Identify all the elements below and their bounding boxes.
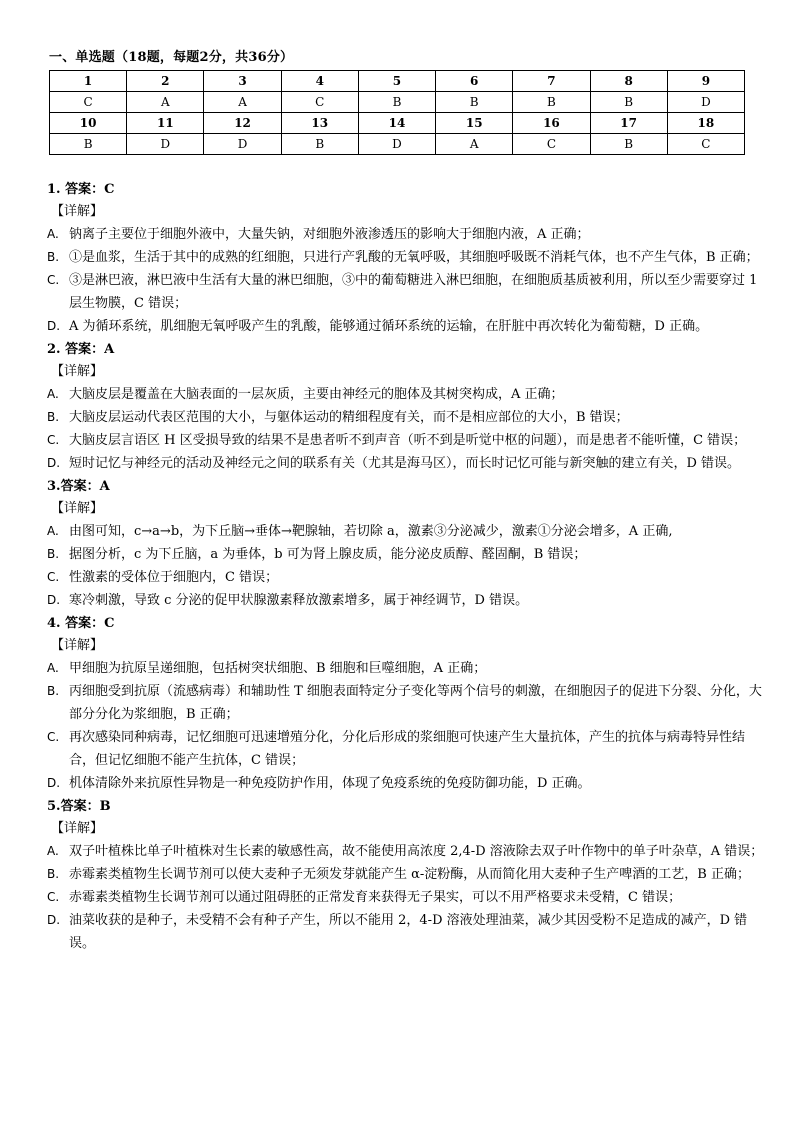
question-number-cell: 16 [513, 113, 590, 134]
option-text: 再次感染同种病毒，记忆细胞可迅速增殖分化，分化后形成的浆细胞可快速产生大量抗体，产生的抗体与病毒特异性结合，但记忆细胞不能产生抗体，C 错误； [69, 730, 746, 768]
explanation-option [47, 680, 769, 726]
answer-cell: B [436, 92, 513, 113]
question-answer-heading: 4. 答案：C [47, 616, 115, 631]
detail-label: 【详解】 [51, 501, 104, 516]
option-text: 据图分析，c 为下丘脑，a 为垂体，b 可为肾上腺皮质，能分泌皮质醇、醛固酮，B 错误； [69, 547, 587, 562]
question-number-cell: 11 [127, 113, 204, 134]
option-text: 油菜收获的是种子，未受精不会有种子产生，所以不能用 2，4-D 溶液处理油菜，减少其因受粉不足造成的减产，D 错误。 [69, 913, 748, 951]
detail-label: 【详解】 [51, 204, 104, 219]
option-text: 大脑皮层是覆盖在大脑表面的一层灰质，主要由神经元的胞体及其树突构成，A 正确； [69, 387, 564, 402]
option-letter: C. [47, 273, 60, 287]
option-letter: A. [47, 844, 59, 858]
explanation-option [47, 909, 769, 955]
answer-cell: B [281, 134, 358, 155]
option-text: 大脑皮层言语区 H 区受损导致的结果不是患者听不到声音（听不到是听觉中枢的问题），而是患者不能听懂，C 错误； [69, 433, 747, 448]
explanation-option [47, 772, 769, 795]
answer-cell: C [667, 134, 744, 155]
option-letter: A. [47, 661, 59, 675]
option-letter: B. [47, 867, 60, 881]
answer-cell: C [50, 92, 127, 113]
question-answer-heading: 1. 答案：C [47, 182, 115, 197]
option-letter: B. [47, 547, 60, 561]
explanation-option [47, 315, 769, 338]
answer-cell: B [50, 134, 127, 155]
answer-row [50, 92, 745, 113]
question-answer-heading: 3.答案：A [47, 479, 110, 494]
option-text: 寒冷刺激，导致 c 分泌的促甲状腺激素释放激素增多，属于神经调节，D 错误。 [69, 593, 529, 608]
answer-cell: B [513, 92, 590, 113]
question-answer-heading: 5.答案：B [47, 799, 111, 814]
question-number-cell: 5 [358, 71, 435, 92]
answer-cell: D [358, 134, 435, 155]
question-number-cell: 10 [50, 113, 127, 134]
explanation-option [47, 406, 769, 429]
option-text: 由图可知，c→a→b，为下丘脑→垂体→靶腺轴，若切除 a，激素③分泌减少，激素①分泌会增多，A 正确, [69, 524, 673, 539]
explanation-option [47, 543, 769, 566]
answer-cell: A [204, 92, 281, 113]
option-text: 大脑皮层运动代表区范围的大小，与躯体运动的精细程度有关，而不是相应部位的大小，B 错误； [69, 410, 629, 425]
option-letter: D. [47, 913, 61, 927]
detail-label: 【详解】 [51, 638, 104, 653]
option-text: 赤霉素类植物生长调节剂可以通过阻碍胚的正常发育来获得无子果实，可以不用严格要求未受精，C 错误； [69, 890, 682, 905]
answer-cell: D [204, 134, 281, 155]
answer-row [50, 134, 745, 155]
question-number-cell: 8 [590, 71, 667, 92]
answer-cell: B [590, 134, 667, 155]
answer-cell: C [281, 92, 358, 113]
explanation-option [47, 429, 769, 452]
explanation-option [47, 657, 769, 680]
option-letter: B. [47, 410, 60, 424]
explanation-option [47, 886, 769, 909]
question-answer-heading: 2. 答案：A [47, 342, 115, 357]
option-letter: B. [47, 684, 60, 698]
option-letter: C. [47, 570, 60, 584]
option-text: 双子叶植株比单子叶植株对生长素的敏感性高，故不能使用高浓度 2,4-D 溶液除去双子叶作物中的单子叶杂草，A 错误； [69, 844, 764, 859]
explanation-option [47, 223, 769, 246]
question-number-cell: 2 [127, 71, 204, 92]
option-letter: A. [47, 387, 59, 401]
question-number-cell: 14 [358, 113, 435, 134]
detail-label: 【详解】 [51, 364, 104, 379]
question-number-cell: 18 [667, 113, 744, 134]
explanation-option [47, 269, 769, 315]
answer-cell: A [436, 134, 513, 155]
explanation-option [47, 383, 769, 406]
option-letter: D. [47, 319, 61, 333]
question-number-cell: 4 [281, 71, 358, 92]
explanation-option [47, 566, 769, 589]
question-number-cell: 12 [204, 113, 281, 134]
explanation-option [47, 840, 769, 863]
answer-cell: A [127, 92, 204, 113]
option-text: 机体清除外来抗原性异物是一种免疫防护作用，体现了免疫系统的免疫防御功能，D 正确。 [69, 776, 591, 791]
explanation-option [47, 589, 769, 612]
answer-cell: C [513, 134, 590, 155]
answer-cell: B [590, 92, 667, 113]
section-title: 一、单选题（18题，每题2分，共36分） [49, 50, 294, 65]
explanation-option [47, 863, 769, 886]
option-letter: A. [47, 227, 59, 241]
explanations [47, 178, 769, 955]
option-letter: D. [47, 456, 61, 470]
question-number-cell: 7 [513, 71, 590, 92]
option-text: 丙细胞受到抗原（流感病毒）和辅助性 T 细胞表面特定分子变化等两个信号的刺激，在细胞因子的促进下分裂、分化，大部分分化为浆细胞，B 正确； [69, 684, 762, 722]
question-number-row [50, 113, 745, 134]
option-text: 钠离子主要位于细胞外液中，大量失钠，对细胞外液渗透压的影响大于细胞内液，A 正确； [69, 227, 590, 242]
explanation-option [47, 520, 769, 543]
question-number-cell: 6 [436, 71, 513, 92]
option-text: A 为循环系统，肌细胞无氧呼吸产生的乳酸，能够通过循环系统的运输，在肝脏中再次转化为葡萄糖，D 正确。 [69, 319, 709, 334]
option-text: ③是淋巴液，淋巴液中生活有大量的淋巴细胞，③中的葡萄糖进入淋巴细胞，在细胞质基质被利用，所以至少需要穿过 1 层生物膜，C 错误； [69, 273, 758, 311]
question-number-cell: 9 [667, 71, 744, 92]
option-text: 短时记忆与神经元的活动及神经元之间的联系有关（尤其是海马区），而长时记忆可能与新突触的建立有关，D 错误。 [69, 456, 741, 471]
explanation-option [47, 726, 769, 772]
question-number-row [50, 71, 745, 92]
detail-label: 【详解】 [51, 821, 104, 836]
answer-cell: B [358, 92, 435, 113]
question-number-cell: 13 [281, 113, 358, 134]
question-number-cell: 15 [436, 113, 513, 134]
option-text: 赤霉素类植物生长调节剂可以使大麦种子无须发芽就能产生 α-淀粉酶，从而简化用大麦种子生产啤酒的工艺，B 正确； [69, 867, 750, 882]
option-letter: A. [47, 524, 59, 538]
option-letter: D. [47, 776, 61, 790]
option-letter: D. [47, 593, 61, 607]
question-number-cell: 3 [204, 71, 281, 92]
option-letter: C. [47, 890, 60, 904]
question-number-cell: 17 [590, 113, 667, 134]
explanation-option [47, 452, 769, 475]
option-text: 性激素的受体位于细胞内，C 错误； [69, 570, 279, 585]
option-letter: C. [47, 433, 60, 447]
answer-table [49, 70, 745, 155]
answer-cell: D [127, 134, 204, 155]
option-text: 甲细胞为抗原呈递细胞，包括树突状细胞、B 细胞和巨噬细胞，A 正确； [69, 661, 487, 676]
option-letter: C. [47, 730, 60, 744]
explanation-option [47, 246, 769, 269]
answer-cell: D [667, 92, 744, 113]
option-text: ①是血浆，生活于其中的成熟的红细胞，只进行产乳酸的无氧呼吸，其细胞呼吸既不消耗气体，也不产生气体，B 正确； [69, 250, 759, 265]
option-letter: B. [47, 250, 60, 264]
question-number-cell: 1 [50, 71, 127, 92]
